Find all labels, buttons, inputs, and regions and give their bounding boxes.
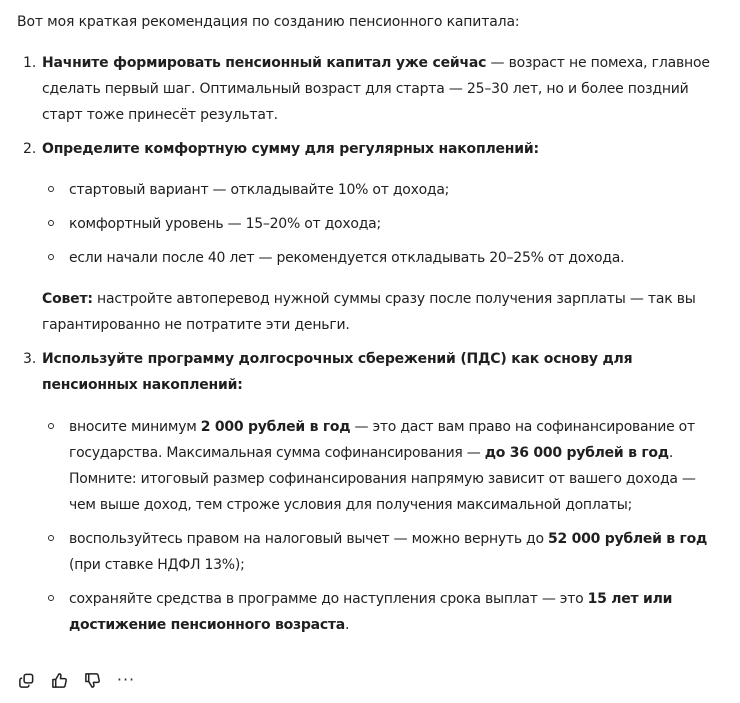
intro-text: Вот моя краткая рекомендация по созданию пенсионного капитала: xyxy=(17,14,520,30)
like-button[interactable] xyxy=(49,670,69,690)
bullet-emphasis: 52 000 рублей в год xyxy=(547,531,708,547)
item-number: 3. xyxy=(23,351,37,367)
copy-icon xyxy=(18,672,35,689)
bullet-circle-icon xyxy=(48,423,54,429)
item-heading-text: Используйте программу долгосрочных сбережений (ПДС) как основу для пенсионных накоплений: xyxy=(42,351,633,393)
bullet-text-part: воспользуйтесь правом на налоговый вычет — можно вернуть до xyxy=(69,531,548,547)
tip-body: настройте автоперевод нужной суммы сразу после получения зарплаты — так вы гарантированно не потратите эти деньги. xyxy=(42,291,696,333)
bullet-text: если начали после 40 лет — рекомендуется откладывать 20–25% от дохода. xyxy=(69,250,625,266)
bullet-circle-icon xyxy=(48,535,54,541)
copy-button[interactable] xyxy=(16,670,36,690)
dislike-button[interactable] xyxy=(82,670,102,690)
bullet-text-part: . xyxy=(344,617,350,633)
bullet-circle-icon xyxy=(48,254,54,260)
bullet-text-part: — это даст вам право на софинансирование от государства. Максимальная сумма софинансирования — xyxy=(69,419,695,461)
bullet-text xyxy=(69,526,724,578)
bullet-emphasis: 15 лет или достижение пенсионного возраста xyxy=(69,591,673,633)
tip-label: Совет: xyxy=(42,291,93,307)
bullet-text: комфортный уровень — 15–20% от дохода; xyxy=(69,216,381,232)
bullet-text-part: (при ставке НДФЛ 13%); xyxy=(69,557,245,573)
item-heading xyxy=(42,346,724,398)
item-heading: Начните формировать пенсионный капитал уже сейчас xyxy=(42,55,487,71)
bullet-circle-icon xyxy=(48,220,54,226)
bullet-text-part: вносите минимум xyxy=(69,419,201,435)
item-number: 1. xyxy=(23,55,37,71)
item-heading-text: Определите комфортную сумму для регулярных накоплений: xyxy=(42,141,539,157)
bullet-circle-icon xyxy=(48,186,54,192)
item-number: 2. xyxy=(23,141,37,157)
item-heading xyxy=(42,136,724,162)
bullet-emphasis: 2 000 рублей в год xyxy=(200,419,351,435)
tip-text xyxy=(42,286,724,338)
bullet-text xyxy=(69,586,724,638)
thumbs-up-icon xyxy=(51,672,68,689)
thumbs-down-icon xyxy=(84,672,101,689)
item-description: — возраст не помеха, главное сделать первый шаг. Оптимальный возраст для старта — 25–30 лет, но и более поздний старт тоже принесёт результат. xyxy=(42,55,710,123)
bullet-text-part: сохраняйте средства в программе до наступления срока выплат — это xyxy=(69,591,588,607)
item-text xyxy=(42,50,724,128)
bullet-text-part: . Помните: итоговый размер софинансирования напрямую зависит от вашего дохода — чем выше доход, тем строже условия для получения максимальной доплаты; xyxy=(69,445,696,513)
bullet-circle-icon xyxy=(48,595,54,601)
bullet-text xyxy=(69,414,724,518)
more-options-button[interactable]: ··· xyxy=(116,670,136,689)
bullet-text: стартовый вариант — откладывайте 10% от дохода; xyxy=(69,182,450,198)
bullet-emphasis: до 36 000 рублей в год xyxy=(484,445,669,461)
